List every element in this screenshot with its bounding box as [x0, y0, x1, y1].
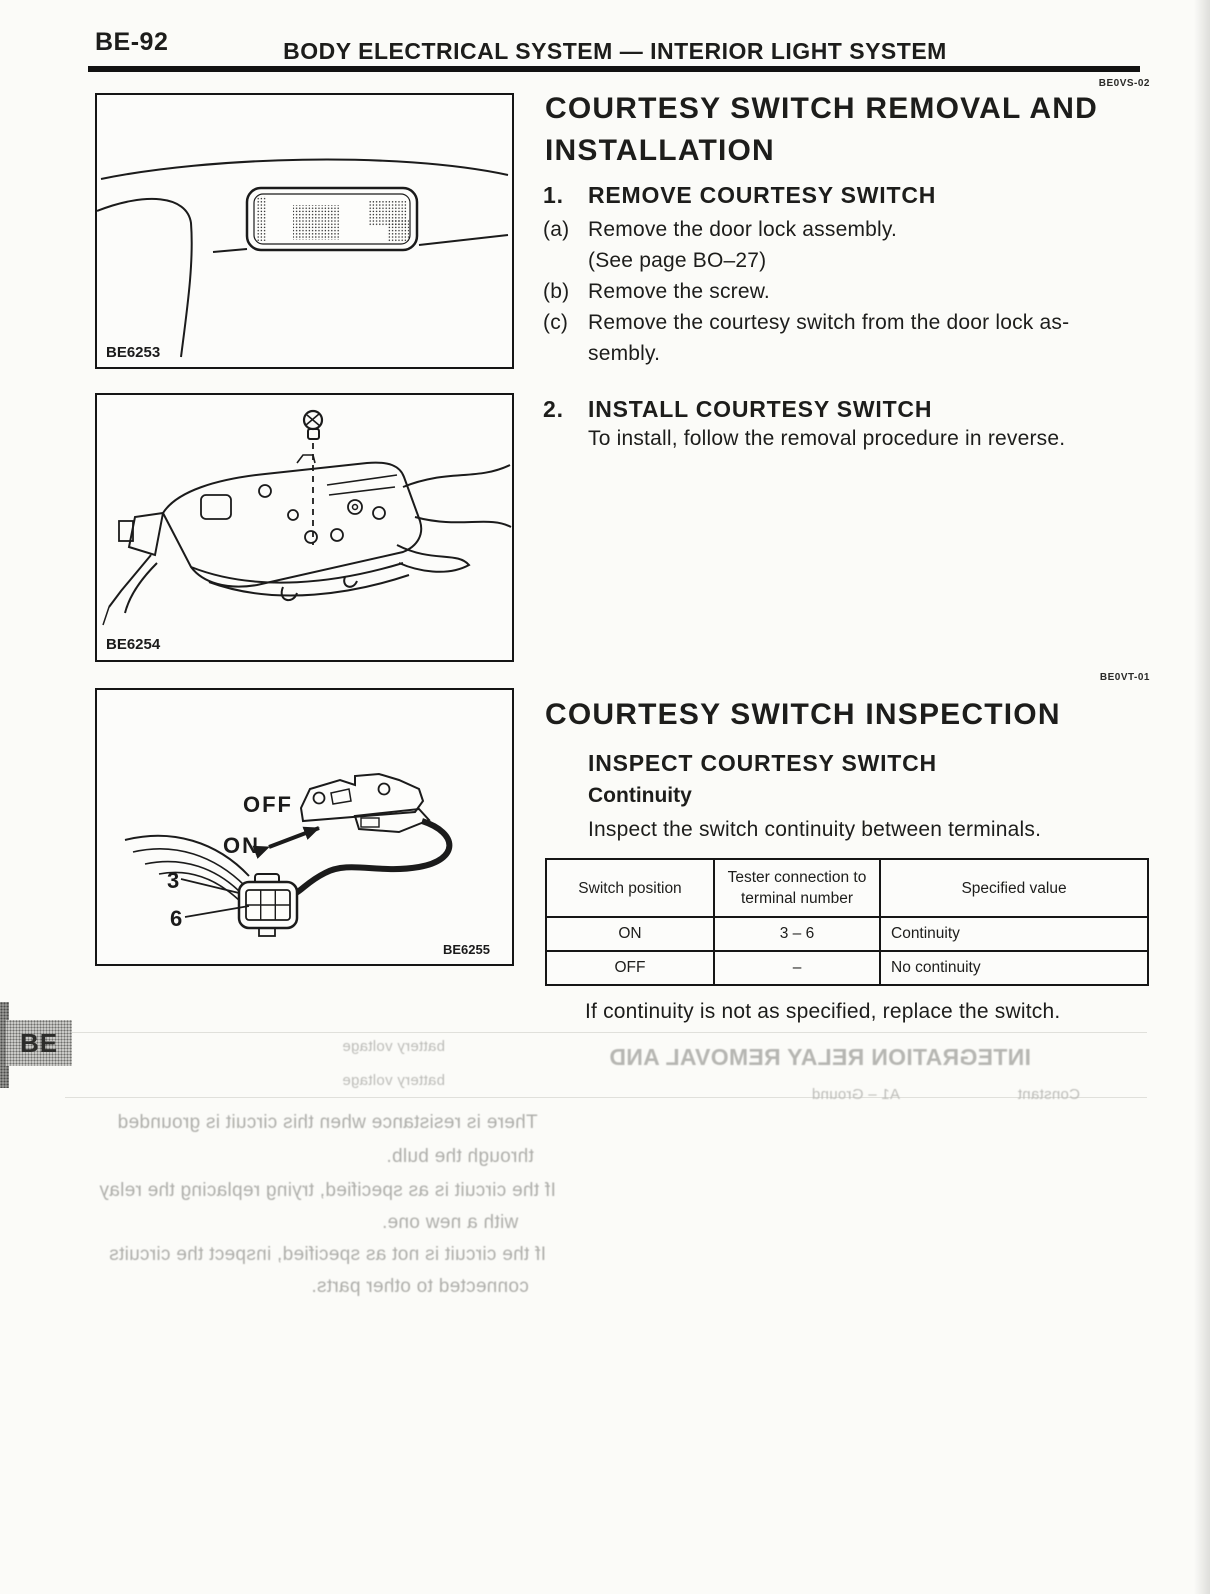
scan-edge-shading: [1194, 0, 1210, 1594]
step-1-heading: REMOVE COURTESY SWITCH: [588, 182, 937, 208]
substep-b: [543, 276, 1155, 307]
header-rule: [88, 66, 1140, 72]
door-lock-drawing: [97, 395, 512, 660]
switch-bracket: [301, 774, 423, 821]
latch: [129, 513, 163, 555]
continuity-table: [545, 858, 1149, 986]
label-terminal-6: 6: [170, 906, 183, 931]
inspection-body: Inspect the switch continuity between terminals.: [588, 818, 1042, 841]
bleedthrough-line: through the bulb.: [386, 1146, 534, 1167]
step-2-body: To install, follow the removal procedure in reverse.: [588, 427, 1066, 450]
substep-c: [543, 307, 1155, 369]
bleedthrough-rule-top: [65, 1032, 1147, 1033]
substep-a-text: Remove the door lock assembly.: [588, 218, 898, 241]
step-2-heading: INSTALL COURTESY SWITCH: [588, 396, 933, 422]
substep-c-label: (c): [543, 311, 569, 334]
doc-code-inspection: BE0VT-01: [1099, 672, 1150, 683]
screw-icon: [304, 411, 322, 439]
connector: [239, 874, 297, 936]
inspection-subheading: Continuity: [588, 784, 692, 807]
bleedthrough-fragment: battery voltage: [342, 1038, 445, 1055]
figure-courtesy-switch: [95, 688, 514, 966]
figure-door-lock-assembly: [95, 393, 514, 662]
substep-a-note: (See page BO–27): [588, 249, 767, 272]
table-row-on: [546, 917, 1148, 951]
pillar-curve: [97, 199, 192, 357]
figure-label: BE6254: [106, 636, 161, 653]
inspection-title: COURTESY SWITCH INSPECTION: [545, 698, 1061, 731]
bleedthrough-fragment: A1 – Ground: [811, 1086, 900, 1103]
bleedthrough-fragment: Constant: [1017, 1086, 1080, 1103]
inspection-heading: INSPECT COURTESY SWITCH: [588, 750, 937, 776]
bleedthrough-fragment: battery voltage: [342, 1072, 445, 1089]
col-specified-value: Specified value: [880, 859, 1148, 917]
page-header-title: BODY ELECTRICAL SYSTEM — INTERIOR LIGHT SYSTEM: [283, 38, 947, 64]
on-off-arrow: [269, 828, 319, 847]
headliner-curve: [101, 160, 508, 179]
courtesy-light-drawing: [97, 95, 512, 367]
col-tester-connection: Tester connection to terminal number: [714, 859, 880, 917]
cell-terminals: 3 – 6: [714, 917, 880, 951]
substep-c-text-line1: Remove the courtesy switch from the door lock as-: [588, 311, 1070, 334]
cable-2: [209, 575, 409, 596]
cell-value: Continuity: [880, 917, 1148, 951]
substep-a-label: (a): [543, 218, 570, 241]
step-1: [543, 182, 1155, 209]
bleedthrough-line: with a new one.: [381, 1212, 519, 1233]
rod-lower: [415, 517, 511, 527]
col-switch-position: Switch position: [546, 859, 714, 917]
cell-position: OFF: [546, 951, 714, 985]
removal-title-line1: COURTESY SWITCH REMOVAL AND: [545, 92, 1098, 125]
cell-terminals: –: [714, 951, 880, 985]
leader-terminal-3: [181, 879, 239, 893]
bleedthrough-line: connected to other parts.: [311, 1276, 529, 1297]
bleedthrough-line: If the circuit is not as specified, inspect the circuits: [108, 1244, 547, 1265]
label-on: ON: [223, 833, 260, 858]
label-terminal-3: 3: [167, 868, 180, 893]
removal-title-line2: INSTALLATION: [545, 134, 775, 167]
table-row-off: [546, 951, 1148, 985]
step-1-number: 1.: [543, 182, 564, 208]
substep-a: [543, 214, 1155, 276]
substep-b-label: (b): [543, 280, 570, 303]
bleedthrough-heading: INTEGRATION RELAY REMOVAL AND: [609, 1044, 1031, 1070]
figure-courtesy-light: [95, 93, 514, 369]
figure-label: BE6253: [106, 344, 161, 361]
figure-label: BE6255: [443, 942, 490, 957]
cell-position: ON: [546, 917, 714, 951]
step-2-number: 2.: [543, 396, 564, 422]
courtesy-switch-drawing: [97, 690, 512, 964]
label-off: OFF: [243, 792, 293, 817]
cable-1: [191, 563, 403, 583]
step-2: [543, 396, 1155, 454]
page-number: BE-92: [95, 28, 169, 56]
section-tab-be: BE: [6, 1020, 72, 1066]
bleedthrough-line: There is resistance when this circuit is grounded: [117, 1112, 538, 1133]
removal-title: [545, 88, 1155, 172]
bleedthrough-line: If the circuit is as specified, trying replacing the relay: [99, 1180, 556, 1201]
rod-upper: [403, 465, 510, 487]
substep-c-text-line2: sembly.: [588, 342, 661, 365]
cell-value: No continuity: [880, 951, 1148, 985]
inspection-note: If continuity is not as specified, replace the switch.: [585, 1000, 1061, 1023]
substep-b-text: Remove the screw.: [588, 280, 770, 303]
doc-code-removal: BE0VS-02: [1098, 78, 1150, 89]
